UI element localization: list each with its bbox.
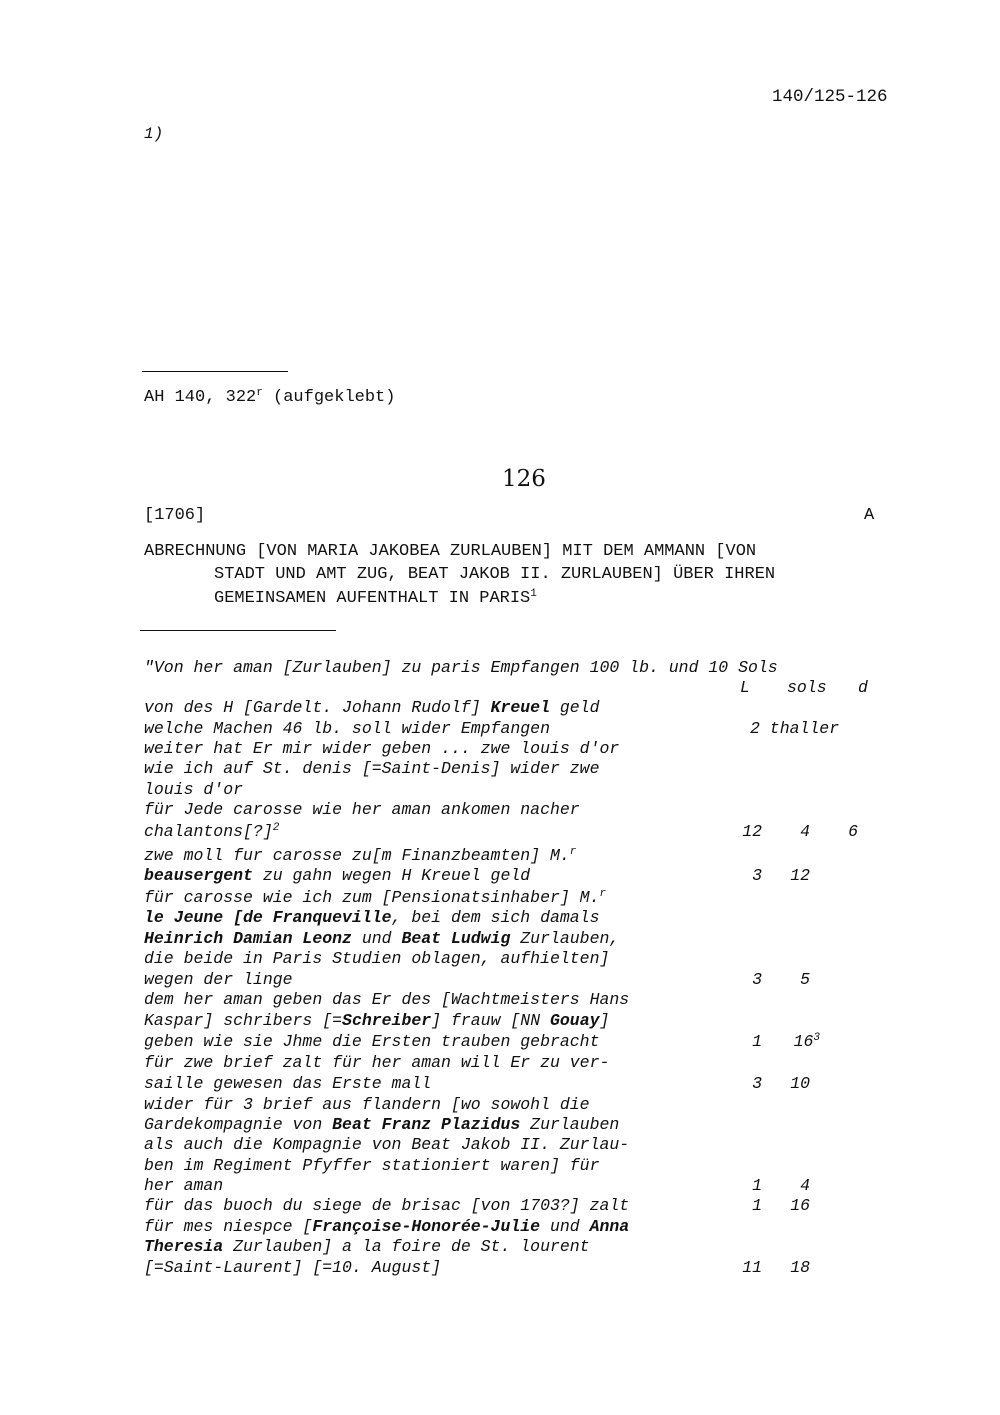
ledger-line	[144, 990, 629, 1009]
bold-name: Kreuel	[490, 698, 550, 717]
page-reference: 140/125-126	[772, 87, 888, 107]
line-text: weiter hat Er mir wider geben ... zwe louis d'or	[144, 739, 620, 758]
bold-name: Theresia	[144, 1237, 224, 1256]
bold-name: Heinrich Damian Leonz	[144, 929, 352, 948]
line-text: Zurlauben] a la foire de St. lourent	[223, 1237, 590, 1256]
document-title-line-1: ABRECHNUNG [VON MARIA JAKOBEA ZURLAUBEN] MIT DEM AMMANN [VON	[144, 542, 757, 561]
ledger-line	[144, 719, 550, 738]
line-text: Kaspar] schribers [=	[144, 1011, 343, 1030]
ledger-line	[144, 1176, 223, 1195]
footnote-ref: r	[569, 846, 577, 858]
document-date: [1706]	[144, 506, 206, 525]
line-text: von des H [Gardelt. Johann Rudolf]	[144, 698, 491, 717]
ledger-line	[144, 759, 599, 778]
ledger-line	[144, 970, 293, 989]
line-text: als auch die Kompagnie von Beat Jakob II. Zurlau-	[144, 1135, 630, 1154]
ledger-line	[144, 1115, 619, 1134]
amount-livres: 3	[752, 866, 762, 885]
line-text: saille gewesen das Erste mall	[144, 1074, 432, 1093]
ledger-line	[144, 846, 576, 865]
line-text: zu gahn wegen H Kreuel geld	[252, 866, 531, 885]
line-text: und	[351, 929, 402, 948]
ledger-line	[144, 698, 600, 717]
footnote-rule	[142, 371, 288, 372]
ledger-line	[144, 739, 619, 758]
ledger-line	[144, 1053, 609, 1072]
ledger-line	[144, 822, 279, 841]
amount-sols: 18	[790, 1258, 810, 1277]
line-text: , bei dem sich damals	[391, 908, 600, 927]
amount-livres: 1	[752, 1176, 762, 1195]
line-text: louis d'or	[144, 780, 244, 799]
line-text: für mes niespce [	[144, 1217, 313, 1236]
bold-name: Schreiber	[342, 1011, 432, 1030]
intro-line: "Von her aman [Zurlauben] zu paris Empfangen 100 lb. und 10 Sols	[144, 658, 778, 677]
footnote-ref: r	[599, 888, 607, 900]
line-text: geld	[549, 698, 600, 717]
ledger-line	[144, 929, 619, 948]
line-text: für carosse wie ich zum [Pensionatsinhaber] M.	[144, 888, 600, 907]
amount-sols: 12	[790, 866, 810, 885]
ledger-line	[144, 1135, 629, 1154]
ledger-line	[144, 1074, 431, 1093]
line-text: die beide in Paris Studien oblagen, aufhielten]	[144, 949, 610, 968]
line-text: geben wie sie Jhme die Ersten trauben gebracht	[144, 1032, 600, 1051]
ledger-line	[144, 1095, 590, 1114]
ledger-line	[144, 1032, 599, 1051]
amount-livres: 3	[752, 1074, 762, 1093]
line-text: und	[540, 1217, 590, 1236]
line-text: wie ich auf St. denis [=Saint-Denis] wider zwe	[144, 759, 600, 778]
ledger-line	[144, 780, 243, 799]
title-rule	[140, 630, 336, 631]
footnote-ref: 2	[272, 822, 280, 834]
amount-thaller: 2 thaller	[750, 719, 840, 738]
amount-livres: 1	[752, 1032, 762, 1051]
amount-sols: 16	[790, 1196, 810, 1215]
line-text: [=Saint-Laurent] [=10. August]	[144, 1258, 442, 1277]
line-text: chalantons[?]	[144, 822, 273, 841]
column-header-l: L	[740, 678, 750, 697]
ledger-line	[144, 1237, 590, 1256]
ledger-line	[144, 1258, 441, 1277]
amount-sols: 10	[790, 1074, 810, 1093]
amount-sols: $16^3$	[793, 1032, 820, 1051]
footnote-ref: 3	[813, 1032, 820, 1044]
amount-livres: 3	[752, 970, 762, 989]
line-text: für das buoch du siege de brisac [von 1703?] zalt	[144, 1196, 630, 1215]
document-title-line-3: GEMEINSAMEN AUFENTHALT IN PARIS$^1$	[214, 588, 537, 608]
ledger-line	[144, 908, 599, 927]
bold-name: Françoise-Honorée-Julie	[312, 1217, 541, 1236]
ledger-line	[144, 800, 580, 819]
line-text: Gardekompagnie von	[144, 1115, 333, 1134]
ledger-line	[144, 949, 609, 968]
bold-name: Beat Ludwig	[401, 929, 511, 948]
amount-sols: 4	[800, 822, 810, 841]
bold-name: Gouay	[550, 1011, 600, 1030]
column-header-sols: sols	[787, 678, 827, 697]
ledger-line	[144, 1217, 629, 1236]
line-text: wegen der linge	[144, 970, 293, 989]
bold-name: le Jeune [de Franqueville	[144, 908, 392, 927]
document-title-line-2: STADT UND AMT ZUG, BEAT JAKOB II. ZURLAUBEN] ÜBER IHREN	[214, 565, 776, 584]
ledger-line	[144, 1156, 599, 1175]
line-text: her aman	[144, 1176, 224, 1195]
line-text: ] frauw [NN	[431, 1011, 550, 1030]
bold-name: Beat Franz Plazidus	[332, 1115, 521, 1134]
amount-livres: 12	[742, 822, 762, 841]
amount-deniers: 6	[848, 822, 858, 841]
line-text: ]	[599, 1011, 610, 1030]
line-text: wider für 3 brief aus flandern [wo sowohl die	[144, 1095, 590, 1114]
amount-livres: 1	[752, 1196, 762, 1215]
footnote-marker: 1)	[144, 125, 164, 143]
column-header-d: d	[858, 678, 868, 697]
bold-name: beausergent	[144, 866, 253, 885]
line-text: zwe moll fur carosse zu[m Finanzbeamten] M.	[144, 846, 570, 865]
line-text: dem her aman geben das Er des [Wachtmeisters Hans	[144, 990, 630, 1009]
amount-livres: 11	[742, 1258, 762, 1277]
ledger-line	[144, 1196, 629, 1215]
bold-name: Anna	[589, 1217, 630, 1236]
document-letter: A	[864, 506, 875, 525]
line-text: Zurlauben,	[510, 929, 620, 948]
title-footnote-ref: 1	[530, 588, 537, 600]
source-reference: AH 140, 322$^r$ (aufgeklebt)	[144, 387, 396, 407]
amount-sols: 5	[800, 970, 810, 989]
line-text: für zwe brief zalt für her aman will Er zu ver-	[144, 1053, 610, 1072]
document-number: 126	[502, 466, 546, 492]
ledger-line	[144, 1011, 609, 1030]
line-text: ben im Regiment Pfyffer stationiert waren] für	[144, 1156, 600, 1175]
ledger-line	[144, 888, 606, 907]
line-text: für Jede carosse wie her aman ankomen nacher	[144, 800, 580, 819]
line-text: Zurlauben	[520, 1115, 620, 1134]
amount-sols: 4	[800, 1176, 810, 1195]
ledger-line	[144, 866, 530, 885]
line-text: welche Machen 46 lb. soll wider Empfangen	[144, 719, 550, 738]
